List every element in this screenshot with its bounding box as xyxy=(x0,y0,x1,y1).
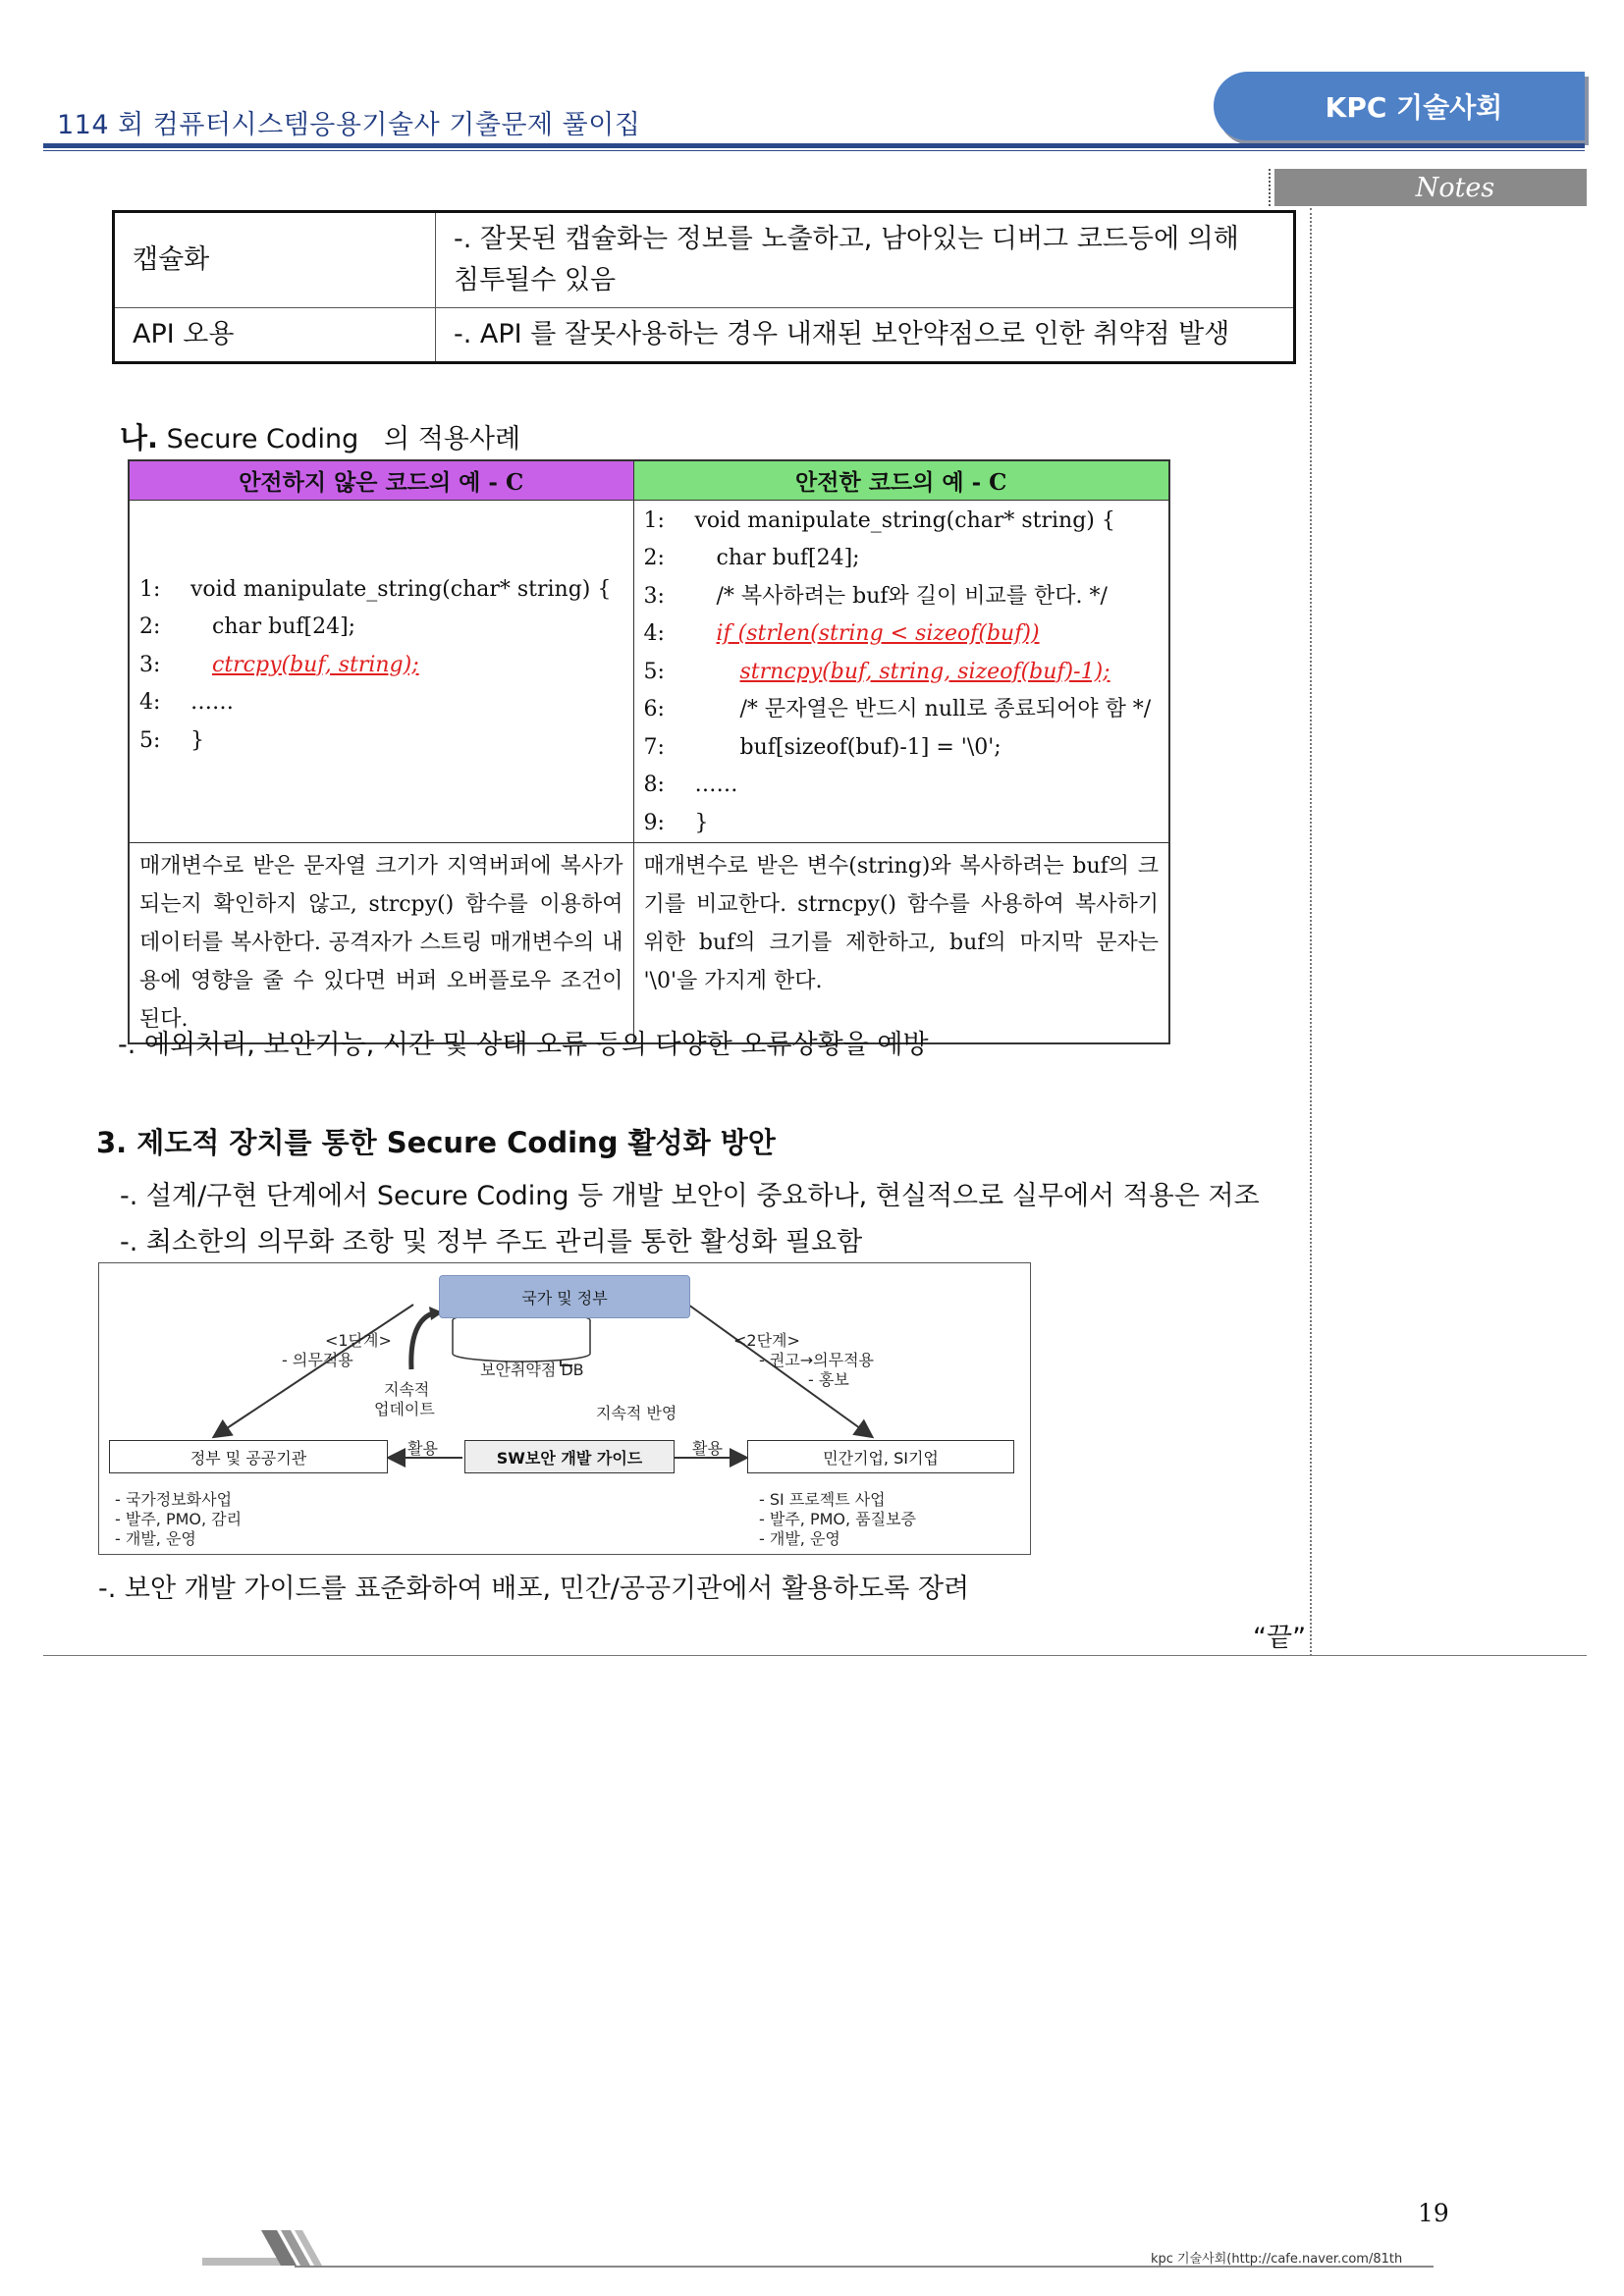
section-na-heading xyxy=(120,416,520,456)
table-cell-label: 캡슐화 xyxy=(114,212,436,308)
continuous-update-label: 지속적 xyxy=(384,1380,430,1399)
bad-line xyxy=(130,684,633,722)
line-number: 1: xyxy=(139,576,161,602)
private-item: - 발주, PMO, 품질보증 xyxy=(759,1510,916,1528)
secure-coding-policy-diagram xyxy=(98,1262,1031,1555)
section-3-title: 3. 제도적 장치를 통한 Secure Coding 활성화 방안 xyxy=(96,1126,776,1159)
good-line xyxy=(634,805,1169,843)
notes-column-divider xyxy=(1310,208,1312,1656)
header-rule-thin xyxy=(43,150,1585,151)
notes-label: Notes xyxy=(1274,169,1587,206)
good-line xyxy=(634,729,1169,768)
line-number: 2: xyxy=(139,614,161,639)
good-code-cell xyxy=(633,500,1169,843)
code-text: /* 문자열은 반드시 null로 종료되어야 함 */ xyxy=(739,697,1152,721)
private-item: - 개발, 운영 xyxy=(759,1529,840,1548)
table-cell-desc xyxy=(436,307,1295,362)
use-label-left: 활용 xyxy=(407,1439,438,1458)
stage-2-item-2: - 홍보 xyxy=(808,1370,849,1389)
bullet-prevent: -. 예외처리, 보안기능, 시간 및 상태 오류 등의 다양한 오류상황을 예방 xyxy=(118,1030,929,1060)
good-line xyxy=(634,578,1169,616)
good-line xyxy=(634,503,1169,541)
line-number: 8: xyxy=(643,773,665,797)
section-na-prefix: 나. xyxy=(120,421,159,454)
brand-badge: KPC 기술사회 xyxy=(1214,72,1585,140)
section-3-bullet-1: -. 설계/구현 단계에서 Secure Coding 등 개발 보안이 중요하나, 현실적으로 실무에서 적용은 저조 xyxy=(120,1181,1260,1211)
code-text: char buf[24]; xyxy=(212,614,356,639)
stage-1-item: - 의무적용 xyxy=(282,1351,353,1369)
bad-line xyxy=(130,609,633,647)
table-cell-label: API 오용 xyxy=(114,307,436,362)
line-number: 4: xyxy=(643,621,665,646)
bad-code-description: 매개변수로 받은 문자열 크기가 지역버퍼에 복사가 되는지 확인하지 않고, strcpy() 함수를 이용하여 데이터를 복사한다. 공격자가 스트링 매개변수의 내용에 영향을 줄 수 있다면 버퍼 오버플로우 조건이 된다. xyxy=(129,843,633,1044)
content-bottom-rule xyxy=(43,1655,1587,1656)
page-number: 19 xyxy=(1418,2199,1449,2227)
public-sector-box: 정부 및 공공기관 xyxy=(109,1440,388,1473)
good-line xyxy=(634,615,1169,654)
stage-2-label: <2단계> xyxy=(733,1331,800,1350)
threat-table xyxy=(112,210,1296,364)
public-item: - 발주, PMO, 감리 xyxy=(115,1510,243,1528)
good-code-header: 안전한 코드의 예 - C xyxy=(633,460,1169,500)
gov-box: 국가 및 정부 xyxy=(439,1275,690,1318)
section-na-title: Secure Coding 의 적용사례 xyxy=(166,424,521,454)
bad-line xyxy=(130,722,633,761)
desc-line: 침투될수 있음 xyxy=(454,264,617,295)
public-item: - 개발, 운영 xyxy=(115,1529,196,1548)
document-title: 114 회 컴퓨터시스템응용기술사 기출문제 풀이집 xyxy=(57,110,641,140)
code-compare-table xyxy=(128,459,1170,1044)
vuln-db-label: 보안취약점 DB xyxy=(480,1361,584,1379)
code-text: …… xyxy=(694,773,738,797)
good-code-block xyxy=(634,503,1169,843)
code-text: void manipulate_string(char* string) { xyxy=(694,507,1115,533)
stage-1-label: <1단계> xyxy=(325,1331,392,1350)
code-text: strncpy(buf, string, sizeof(buf)-1); xyxy=(739,659,1110,684)
code-text: ctrcpy(buf, string); xyxy=(212,652,419,677)
private-item: - SI 프로젝트 사업 xyxy=(759,1490,886,1509)
table-row xyxy=(114,212,1295,308)
footer-url: kpc 기술사회(http://cafe.naver.com/81th xyxy=(1151,2252,1403,2267)
public-item: - 국가정보화사업 xyxy=(115,1490,233,1509)
code-text: buf[sizeof(buf)-1] = '\0'; xyxy=(739,734,1001,760)
table-row xyxy=(114,307,1295,362)
good-line xyxy=(634,654,1169,692)
bad-code-header: 안전하지 않은 코드의 예 - C xyxy=(129,460,633,500)
line-number: 6: xyxy=(643,697,665,721)
line-number: 5: xyxy=(139,727,161,753)
good-line xyxy=(634,691,1169,729)
continuous-reflect-label: 지속적 반영 xyxy=(596,1404,677,1422)
good-line xyxy=(634,767,1169,805)
code-text: } xyxy=(190,727,204,753)
end-mark: “끝” xyxy=(1253,1623,1307,1653)
private-sector-box: 민간기업, SI기업 xyxy=(747,1440,1014,1473)
desc-line: -. API 를 잘못사용하는 경우 내재된 보안약점으로 인한 취약점 발생 xyxy=(454,318,1230,349)
bad-code-block xyxy=(130,571,633,761)
table-cell-desc xyxy=(436,212,1295,308)
code-text: char buf[24]; xyxy=(716,546,860,570)
bullet-guide: -. 보안 개발 가이드를 표준화하여 배포, 민간/공공기관에서 활용하도록 장려 xyxy=(98,1574,970,1604)
header-rule xyxy=(43,143,1585,148)
line-number: 3: xyxy=(139,652,161,677)
code-text: } xyxy=(694,810,709,835)
line-number: 1: xyxy=(643,507,665,533)
line-number: 5: xyxy=(643,659,665,684)
code-text: /* 복사하려는 buf와 길이 비교를 한다. */ xyxy=(716,583,1108,609)
line-number: 3: xyxy=(643,583,665,609)
line-number: 9: xyxy=(643,810,665,835)
footer-stripes-decoration xyxy=(202,2228,330,2268)
section-3-bullet-2: -. 최소한의 의무화 조항 및 정부 주도 관리를 통한 활성화 필요함 xyxy=(120,1227,863,1257)
bad-code-cell xyxy=(129,500,633,843)
continuous-update-label-2: 업데이트 xyxy=(374,1400,435,1418)
notes-divider xyxy=(1269,169,1272,206)
line-number: 4: xyxy=(139,690,161,715)
line-number: 2: xyxy=(643,546,665,570)
sw-security-guide-box: SW보안 개발 가이드 xyxy=(464,1440,675,1473)
good-code-description: 매개변수로 받은 변수(string)와 복사하려는 buf의 크기를 비교한다. strncpy() 함수를 사용하여 복사하기 위한 buf의 크기를 제한하고, buf의 마지막 문자는 '\0'을 가지게 한다. xyxy=(633,843,1169,1044)
code-text: if (strlen(string < sizeof(buf)) xyxy=(716,621,1040,646)
use-label-right: 활용 xyxy=(692,1439,723,1458)
good-line xyxy=(634,540,1169,578)
desc-line: -. 잘못된 캡슐화는 정보를 노출하고, 남아있는 디버그 코드등에 의해 xyxy=(454,224,1239,254)
line-number: 7: xyxy=(643,734,665,760)
bad-line xyxy=(130,571,633,610)
code-text: …… xyxy=(190,690,234,715)
code-text: void manipulate_string(char* string) { xyxy=(190,576,612,602)
bad-line xyxy=(130,647,633,685)
stage-2-item-1: - 권고→의무적용 xyxy=(759,1351,875,1369)
